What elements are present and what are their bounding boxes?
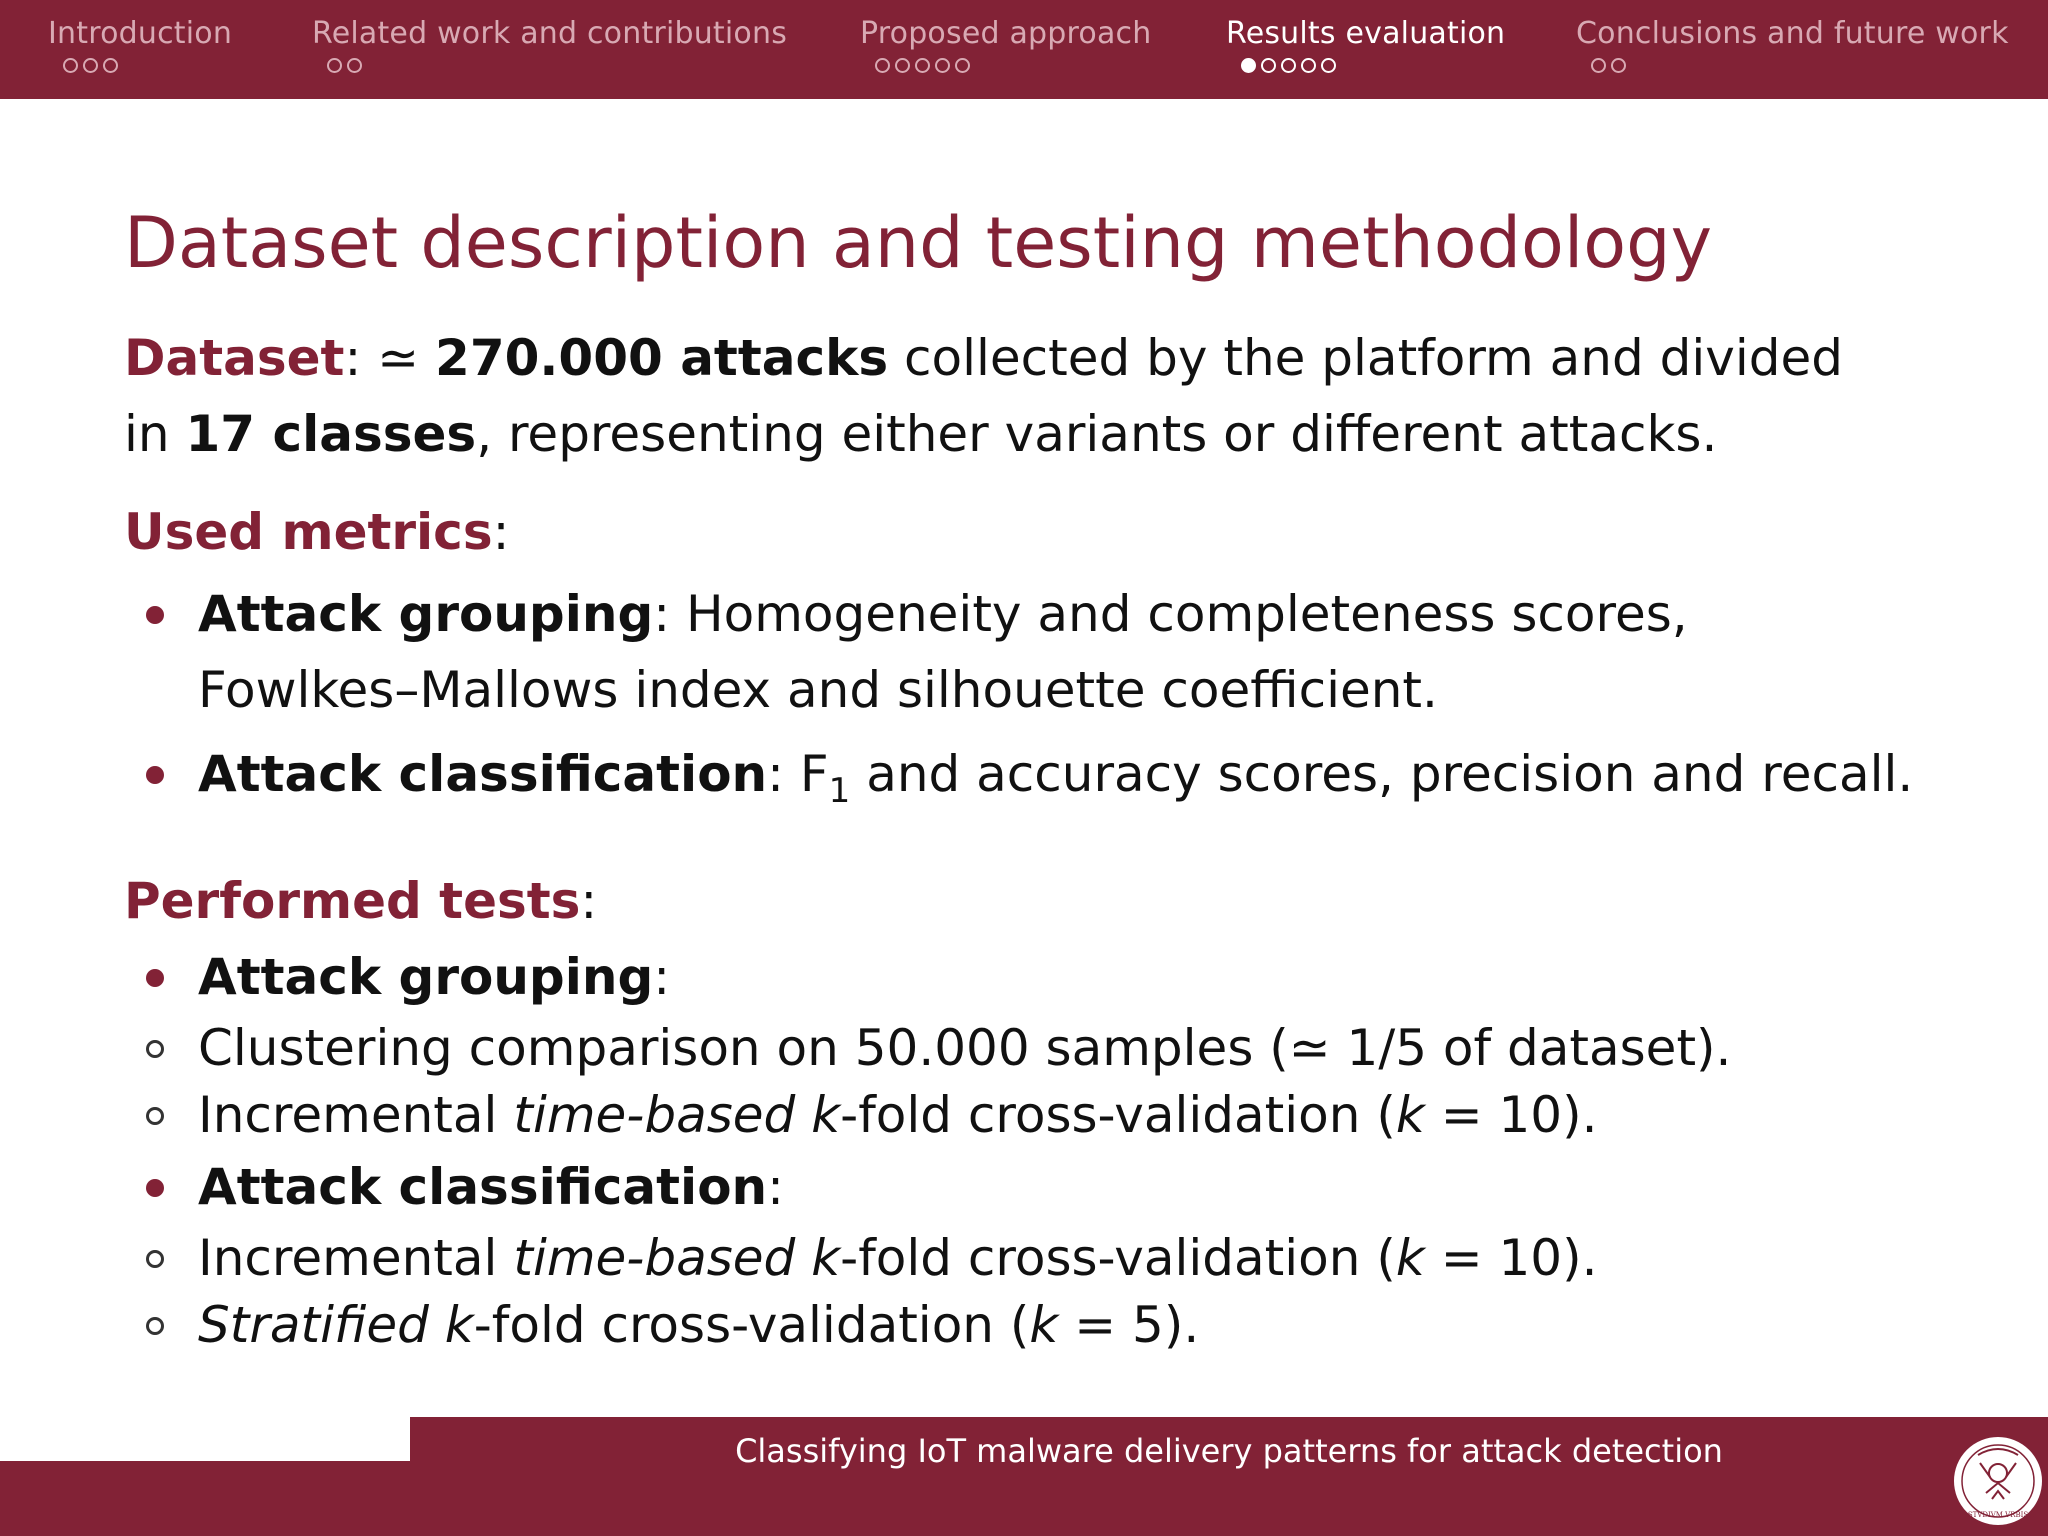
text-fragment: = 10). (1424, 1229, 1598, 1287)
metrics-heading: Used metrics (124, 503, 493, 561)
nav-dots (1576, 58, 2009, 73)
text-fragment: Incremental (198, 1086, 514, 1144)
text-fragment: = 10). (1424, 1086, 1598, 1144)
nav-label[interactable]: Proposed approach (860, 16, 1152, 51)
colon: : (492, 503, 510, 561)
dataset-text-2: , representing either variants or different attacks. (476, 405, 1718, 463)
nav-frame-dot[interactable] (1611, 58, 1626, 73)
list-item (124, 736, 2004, 829)
metrics-heading-line (124, 494, 2004, 570)
text-fragment: -fold cross-validation ( (840, 1229, 1396, 1287)
dataset-prefix: in (124, 405, 186, 463)
class-count: 17 classes (185, 405, 477, 463)
nav-label[interactable]: Conclusions and future work (1576, 16, 2009, 51)
text-fragment: Incremental (198, 1229, 514, 1287)
approx-symbol: ≃ (377, 329, 420, 387)
nav-frame-dot[interactable] (1281, 58, 1296, 73)
slide-content (124, 320, 2004, 1359)
nav-frame-dot[interactable] (103, 58, 118, 73)
nav-dots (860, 58, 1151, 73)
separator: : (767, 745, 800, 803)
sub-list-item (124, 1292, 2004, 1359)
f-subscript: 1 (828, 771, 851, 811)
italic-k: k (811, 1086, 841, 1144)
nav-frame-dot[interactable] (347, 58, 362, 73)
nav-frame-dot[interactable] (1321, 58, 1336, 73)
italic-k: k (444, 1296, 474, 1354)
sub-list-container (124, 1225, 2004, 1359)
nav-dots (48, 58, 232, 73)
f-symbol: F (799, 745, 829, 803)
sub-bullet-icon (146, 1317, 164, 1335)
colon: : (767, 1158, 784, 1216)
footer-left-block (0, 1461, 410, 1536)
nav-label[interactable]: Related work and contributions (312, 16, 788, 51)
nav-frame-dot[interactable] (895, 58, 910, 73)
italic-k: k (811, 1229, 841, 1287)
colon: : (580, 872, 598, 930)
attack-count: 270.000 attacks (435, 329, 889, 387)
sub-list (124, 1015, 2004, 1149)
bullet-icon (146, 766, 164, 784)
italic-term: time-based (513, 1229, 796, 1287)
nav-section-conclusions[interactable] (1576, 14, 2009, 73)
nav-frame-dot[interactable] (915, 58, 930, 73)
italic-k: k (1395, 1086, 1425, 1144)
nav-section-related-work[interactable] (312, 14, 787, 73)
tests-heading-line (124, 863, 2004, 939)
text-fragment: -fold cross-validation ( (840, 1086, 1396, 1144)
dataset-paragraph-line2 (124, 396, 2004, 472)
sub-list-item (124, 1225, 2004, 1292)
list-item (124, 1149, 2004, 1225)
sub-item-text: Clustering comparison on 50.000 samples (≃ 1/5 of dataset). (198, 1019, 1732, 1077)
footer-bar (410, 1417, 2048, 1536)
navigation-bar (0, 0, 2048, 99)
text-fragment (795, 1086, 811, 1144)
italic-k: k (1395, 1229, 1425, 1287)
text-fragment: = 5). (1058, 1296, 1200, 1354)
bullet-icon (146, 969, 164, 987)
nav-frame-dot[interactable] (63, 58, 78, 73)
metric-desc-line2: Fowlkes–Mallows index and silhouette coefficient. (198, 661, 1438, 719)
list-item (124, 939, 2004, 1015)
footer-title: Classifying IoT malware delivery patterns for attack detection (735, 1432, 1723, 1470)
italic-k: k (1029, 1296, 1059, 1354)
nav-dots (312, 58, 787, 73)
tests-heading: Performed tests (124, 872, 581, 930)
nav-section-introduction[interactable] (48, 14, 232, 73)
sub-list-item (124, 1015, 2004, 1082)
nav-frame-dot[interactable] (875, 58, 890, 73)
nav-section-results-evaluation[interactable] (1226, 14, 1505, 73)
dataset-label: Dataset (124, 329, 345, 387)
slide-title: Dataset description and testing methodology (124, 202, 1712, 284)
test-term: Attack grouping (198, 948, 654, 1006)
italic-term: Stratified (198, 1296, 429, 1354)
sub-list (124, 1225, 2004, 1359)
nav-frame-dot[interactable] (1261, 58, 1276, 73)
metric-desc-line1: Homogeneity and completeness scores, (686, 585, 1688, 643)
text-fragment (795, 1229, 811, 1287)
nav-frame-dot[interactable] (935, 58, 950, 73)
dataset-text-1: collected by the platform and divided (888, 329, 1843, 387)
bullet-icon (146, 1179, 164, 1197)
metric-desc: and accuracy scores, precision and recall. (850, 745, 1914, 803)
dataset-paragraph (124, 320, 2004, 396)
nav-dots (1226, 58, 1505, 73)
text-fragment: -fold cross-validation ( (473, 1296, 1030, 1354)
separator: : (653, 585, 686, 643)
nav-frame-dot[interactable] (1301, 58, 1316, 73)
colon: : (653, 948, 671, 1006)
sub-list-item (124, 1082, 2004, 1149)
metric-term: Attack classification (198, 745, 768, 803)
nav-frame-dot-current[interactable] (1241, 58, 1256, 73)
sub-bullet-icon (146, 1250, 164, 1268)
bullet-icon (146, 606, 164, 624)
list-item (124, 576, 2004, 728)
text-fragment (429, 1296, 445, 1354)
sub-bullet-icon (146, 1107, 164, 1125)
test-term: Attack classification (198, 1158, 768, 1216)
nav-frame-dot[interactable] (1591, 58, 1606, 73)
metrics-list (124, 576, 2004, 829)
university-seal-icon (1950, 1433, 2046, 1529)
metric-term: Attack grouping (198, 585, 654, 643)
nav-frame-dot[interactable] (83, 58, 98, 73)
sub-bullet-icon (146, 1040, 164, 1058)
tests-list (124, 939, 2004, 1359)
nav-label[interactable]: Introduction (48, 16, 233, 51)
italic-term: time-based (513, 1086, 796, 1144)
sub-list-container (124, 1015, 2004, 1149)
nav-section-proposed-approach[interactable] (860, 14, 1151, 73)
nav-frame-dot[interactable] (327, 58, 342, 73)
seal-text: STVDIVM VRBIS (1967, 1511, 2029, 1519)
colon: : (344, 329, 362, 387)
nav-label[interactable]: Results evaluation (1226, 16, 1506, 51)
nav-frame-dot[interactable] (955, 58, 970, 73)
